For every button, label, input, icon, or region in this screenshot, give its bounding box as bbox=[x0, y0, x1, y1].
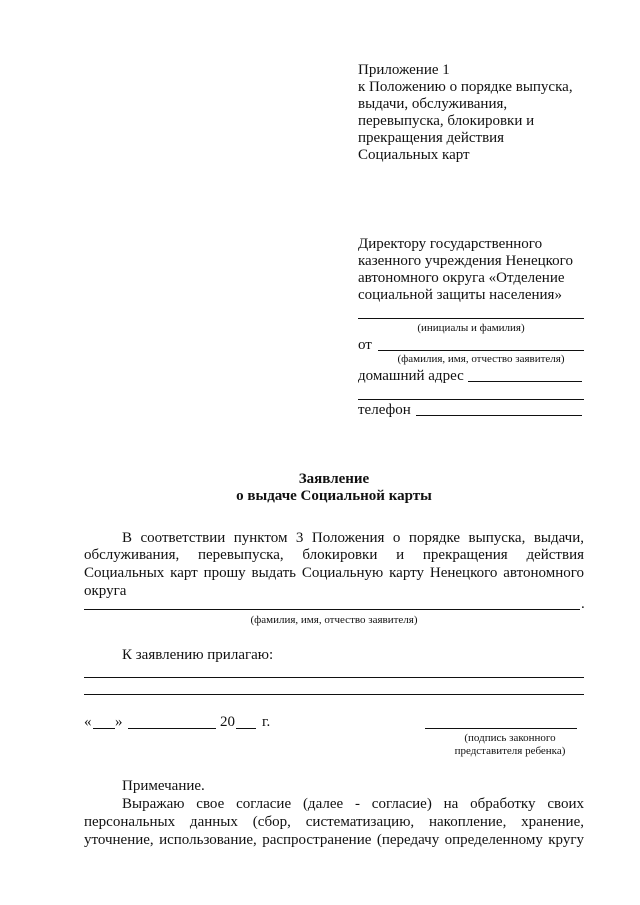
appendix-line: прекращения действия bbox=[358, 130, 505, 146]
note-line-1 bbox=[84, 796, 584, 813]
applicant-caption: (фамилия, имя, отчество заявителя) bbox=[397, 353, 565, 365]
date-close-quote: » bbox=[115, 714, 123, 730]
appendix-line: перевыпуска, блокировки и bbox=[358, 113, 535, 129]
applicant-name-field[interactable] bbox=[378, 350, 584, 351]
appendix-line: Социальных карт bbox=[358, 147, 470, 163]
signature-field[interactable] bbox=[425, 728, 577, 729]
attachment-line-1[interactable] bbox=[84, 677, 584, 678]
note-line-3: уточнение, использование, распространение (передачу определенному кругу bbox=[84, 832, 584, 848]
appendix-block bbox=[358, 62, 608, 164]
body-line-3: Социальных карт прошу выдать Социальную карту Ненецкого автономного bbox=[84, 565, 584, 581]
home-address-field-2[interactable] bbox=[358, 399, 584, 400]
year-suffix: г. bbox=[262, 714, 271, 730]
initials-caption: (инициалы и фамилия) bbox=[417, 322, 525, 334]
year-prefix: 20 bbox=[220, 714, 235, 730]
signature-caption-1: (подпись законного bbox=[464, 732, 556, 744]
appendix-line: выдачи, обслуживания, bbox=[358, 96, 508, 112]
body-line-4: округа bbox=[84, 583, 127, 599]
addressee-line: Директору государственного bbox=[358, 236, 543, 252]
date-open-quote: « bbox=[84, 714, 92, 730]
document-title: Заявление bbox=[298, 471, 370, 487]
date-month-field[interactable] bbox=[128, 728, 216, 729]
body-line-1 bbox=[84, 530, 584, 547]
name-end-period: . bbox=[581, 596, 585, 612]
initials-field[interactable] bbox=[358, 318, 584, 319]
phone-field[interactable] bbox=[416, 415, 582, 416]
addressee-line: казенного учреждения Ненецкого bbox=[358, 253, 573, 269]
attached-label: К заявлению прилагаю: bbox=[122, 647, 274, 663]
signature-caption-2: представителя ребенка) bbox=[454, 745, 566, 757]
appendix-line: к Положению о порядке выпуска, bbox=[358, 79, 573, 95]
body-text: В соответствии пунктом 3 Положения о порядке выпуска, выдачи, bbox=[122, 530, 584, 546]
addressee-block bbox=[358, 236, 608, 304]
phone-label: телефон bbox=[358, 402, 411, 418]
body-line-2: обслуживания, перевыпуска, блокировки и прекращения действия bbox=[84, 547, 584, 563]
addressee-line: автономного округа «Отделение bbox=[358, 270, 565, 286]
note-line-2: персональных данных (сбор, систематизацию, накопление, хранение, bbox=[84, 814, 584, 830]
date-day-field[interactable] bbox=[93, 728, 115, 729]
date-year-field[interactable] bbox=[236, 728, 256, 729]
appendix-line: Приложение 1 bbox=[358, 62, 450, 78]
note-text: Выражаю свое согласие (далее - согласие) на обработку своих bbox=[122, 796, 584, 812]
document-subtitle: о выдаче Социальной карты bbox=[236, 488, 432, 504]
note-label: Примечание. bbox=[122, 778, 205, 794]
applicant-full-name-field[interactable] bbox=[84, 609, 580, 610]
addressee-line: социальной защиты населения» bbox=[358, 287, 562, 303]
from-label: от bbox=[358, 337, 372, 353]
attachment-line-2[interactable] bbox=[84, 694, 584, 695]
home-address-field[interactable] bbox=[468, 381, 582, 382]
name-caption: (фамилия, имя, отчество заявителя) bbox=[250, 614, 418, 626]
home-address-label: домашний адрес bbox=[358, 368, 464, 384]
